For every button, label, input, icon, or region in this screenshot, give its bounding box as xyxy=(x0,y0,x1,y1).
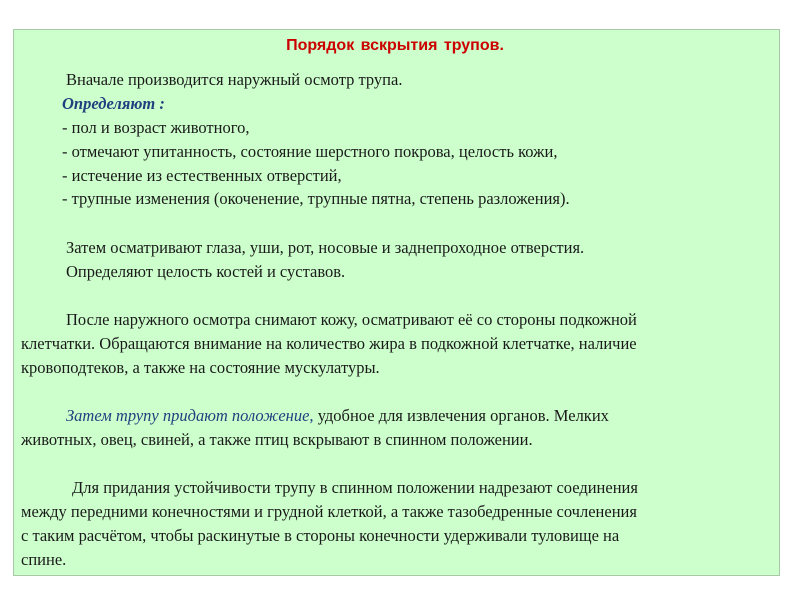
intro-line: Вначале производится наружный осмотр трупа. xyxy=(66,70,403,89)
paragraph-text: удобное для извлечения органов. Мелких xyxy=(313,406,609,425)
paragraph-line: Затем осматривают глаза, уши, рот, носовые и заднепроходное отверстия. xyxy=(66,238,585,257)
paragraph-line xyxy=(66,406,609,426)
paragraph-line: Определяют целость костей и суставов. xyxy=(66,262,346,281)
paragraph-line: животных, овец, свиней, а также птиц вскрывают в спинном положении. xyxy=(21,430,533,449)
paragraph-line: с таким расчётом, чтобы раскинутые в стороны конечности удерживали туловище на xyxy=(21,526,620,545)
paragraph-line: Для придания устойчивости трупу в спинном положении надрезают соединения xyxy=(72,478,638,497)
determine-item: - истечение из естественных отверстий, xyxy=(62,166,342,185)
slide-title: Порядок вскрытия трупов. xyxy=(286,37,504,54)
emphasis-text: Затем трупу придают положение, xyxy=(66,406,314,425)
paragraph-line: клетчатки. Обращаются внимание на количество жира в подкожной клетчатке, наличие xyxy=(21,334,637,353)
determine-label: Определяют : xyxy=(62,94,165,113)
paragraph-line: между передними конечностями и грудной клеткой, а также тазобедренные сочленения xyxy=(21,502,637,521)
paragraph-line: кровоподтеков, а также на состояние мускулатуры. xyxy=(21,358,380,377)
determine-item: - пол и возраст животного, xyxy=(62,118,250,137)
determine-item: - отмечают упитанность, состояние шерстного покрова, целость кожи, xyxy=(62,142,558,161)
paragraph-line: После наружного осмотра снимают кожу, осматривают её со стороны подкожной xyxy=(66,310,637,329)
determine-item: - трупные изменения (окоченение, трупные пятна, степень разложения). xyxy=(62,189,570,208)
paragraph-line: спине. xyxy=(21,550,67,569)
